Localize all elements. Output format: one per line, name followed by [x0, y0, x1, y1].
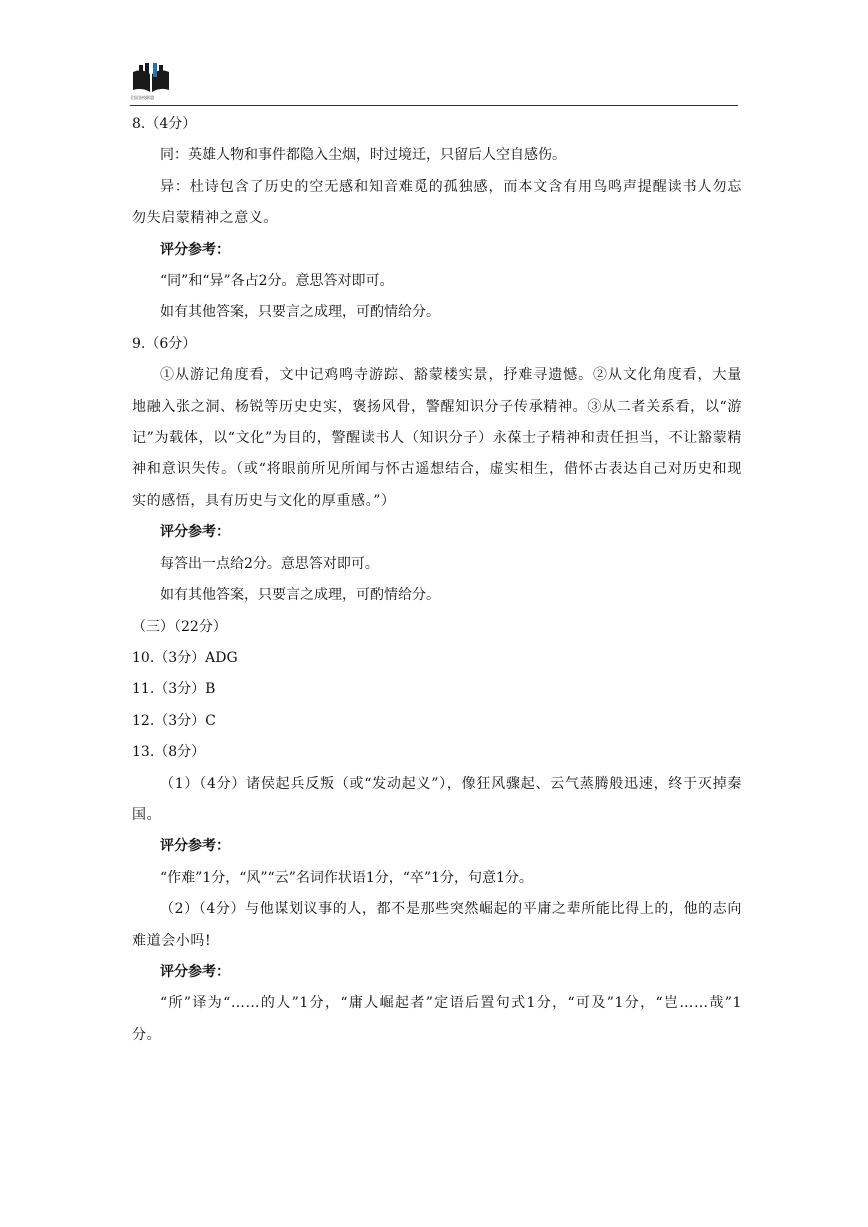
logo-caption: 全国各校联盟	[130, 95, 154, 100]
text-line: （1）（4分）诸侯起兵反叛（或“发动起义”），像狂风骤起、云气蒸腾般迅速，终于灭掉秦国。	[132, 775, 742, 823]
text-line: （2）（4分）与他谋划议事的人，都不是那些突然崛起的平庸之辈所能比得上的，他的志向难道会小吗!	[132, 901, 742, 949]
text-line: 每答出一点给2分。意思答对即可。	[160, 555, 379, 572]
header-rule	[130, 105, 738, 106]
scoring-heading: 评分参考：	[160, 241, 230, 258]
text-line: 8.（4分）	[132, 116, 197, 132]
text-line: 13.（8分）	[132, 744, 206, 761]
text-line: ①从游记角度看，文中记鸡鸣寺游踪、豁蒙楼实景，抒难寻遗憾。②从文化角度看，大量地融入张之洞、杨锐等历史史实，褒扬风骨，警醒知识分子传承精神。③从二者关系看，以“游记”为载体，以“文化”为目的，警醒读书人（知识分子）永葆士子精神和责任担当，不让豁蒙精神和意识失传。（或“将眼前所见所闻与怀古遥想结合，虚实相生，借怀古表达自己对历史和现实的感悟，具有历史与文化的厚重感。”）	[132, 367, 742, 509]
scoring-heading: 评分参考：	[160, 524, 230, 541]
text-line: 9.（6分）	[132, 335, 197, 352]
text-line: “作难”1分，“风”“云”名词作状语1分，“卒”1分，句意1分。	[160, 869, 533, 886]
answer-content	[132, 109, 742, 1051]
text-line: 异：杜诗包含了历史的空无感和知音难觅的孤独感，而本文含有用鸟鸣声提醒读书人勿忘勿失启蒙精神之意义。	[132, 178, 742, 227]
text-line: 11.（3分）B	[132, 681, 216, 698]
scoring-heading: 评分参考：	[160, 838, 230, 855]
page-header	[130, 62, 738, 106]
scoring-heading: 评分参考：	[160, 963, 230, 980]
text-line: 10.（3分）ADG	[132, 649, 238, 666]
text-line: 如有其他答案，只要言之成理，可酌情给分。	[160, 304, 440, 321]
text-line: “同”和“异”各占2分。意思答对即可。	[160, 273, 394, 290]
text-line: 同：英雄人物和事件都隐入尘烟，时过境迁，只留后人空自感伤。	[160, 147, 566, 164]
text-line: （三）（22分）	[132, 618, 227, 635]
text-line: 如有其他答案，只要言之成理，可酌情给分。	[160, 587, 440, 604]
text-line: 12.（3分）C	[132, 712, 216, 729]
text-line: “所”译为“……的人”1分，“庸人崛起者”定语后置句式1分，“可及”1分，“岂……哉”1分。	[132, 995, 742, 1043]
